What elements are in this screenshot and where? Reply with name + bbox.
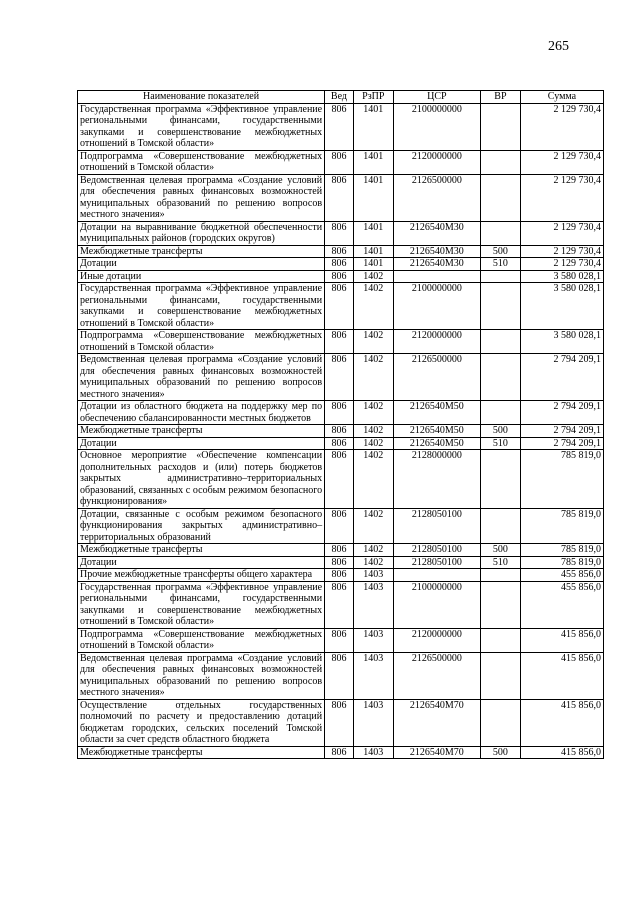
cell-sum: 2 129 730,4 xyxy=(520,150,603,174)
cell-csr: 2100000000 xyxy=(393,283,480,330)
cell-csr: 2126540М70 xyxy=(393,699,480,746)
column-header-vr: ВР xyxy=(480,91,520,104)
cell-name: Дотации, связанные с особым режимом безопасного функционирования закрытых административно–территориальных образований xyxy=(78,508,325,544)
cell-ved: 806 xyxy=(325,581,354,628)
cell-vr: 510 xyxy=(480,437,520,450)
cell-name: Осуществление отдельных государственных полномочий по расчету и предоставлению дотаций бюджетам городских, сельских поселений Томской области за счет средств областного бюджета xyxy=(78,699,325,746)
table-row xyxy=(78,581,604,628)
cell-rzpr: 1402 xyxy=(353,283,393,330)
cell-rzpr: 1401 xyxy=(353,150,393,174)
cell-name: Межбюджетные трансферты xyxy=(78,425,325,438)
cell-rzpr: 1402 xyxy=(353,437,393,450)
cell-rzpr: 1402 xyxy=(353,330,393,354)
cell-vr xyxy=(480,221,520,245)
cell-rzpr: 1402 xyxy=(353,270,393,283)
column-header-sum: Сумма xyxy=(520,91,603,104)
cell-rzpr: 1401 xyxy=(353,174,393,221)
cell-csr: 2126540М50 xyxy=(393,425,480,438)
table-row xyxy=(78,556,604,569)
cell-ved: 806 xyxy=(325,401,354,425)
cell-csr xyxy=(393,270,480,283)
cell-rzpr: 1401 xyxy=(353,245,393,258)
table-header-row xyxy=(78,91,604,104)
table-row xyxy=(78,628,604,652)
cell-ved: 806 xyxy=(325,508,354,544)
cell-sum: 2 129 730,4 xyxy=(520,258,603,271)
cell-sum: 415 856,0 xyxy=(520,628,603,652)
table-row xyxy=(78,401,604,425)
cell-vr xyxy=(480,628,520,652)
table-row xyxy=(78,354,604,401)
cell-vr: 500 xyxy=(480,245,520,258)
table-row xyxy=(78,221,604,245)
cell-sum: 3 580 028,1 xyxy=(520,270,603,283)
page-number: 265 xyxy=(548,39,569,54)
cell-vr xyxy=(480,174,520,221)
cell-ved: 806 xyxy=(325,330,354,354)
cell-name: Основное мероприятие «Обеспечение компенсации дополнительных расходов и (или) потерь бюджетов закрытых административно–территориальных образований, связанных с особым режимом безопасного функционирования» xyxy=(78,450,325,509)
cell-csr: 2128050100 xyxy=(393,508,480,544)
cell-ved: 806 xyxy=(325,258,354,271)
column-header-ved: Вед xyxy=(325,91,354,104)
cell-ved: 806 xyxy=(325,270,354,283)
cell-ved: 806 xyxy=(325,174,354,221)
cell-csr: 2126500000 xyxy=(393,652,480,699)
cell-name: Государственная программа «Эффективное управление региональными финансами, государственными закупками и совершенствование межбюджетных отношений в Томской области» xyxy=(78,581,325,628)
cell-ved: 806 xyxy=(325,569,354,582)
cell-ved: 806 xyxy=(325,283,354,330)
cell-csr: 2126500000 xyxy=(393,174,480,221)
cell-vr xyxy=(480,150,520,174)
cell-ved: 806 xyxy=(325,354,354,401)
table-row xyxy=(78,330,604,354)
cell-name: Ведомственная целевая программа «Создание условий для обеспечения равных финансовых возможностей муниципальных образований по решению вопросов местного значения» xyxy=(78,354,325,401)
cell-sum: 2 129 730,4 xyxy=(520,103,603,150)
cell-rzpr: 1402 xyxy=(353,401,393,425)
cell-vr xyxy=(480,103,520,150)
cell-sum: 2 794 209,1 xyxy=(520,425,603,438)
cell-csr xyxy=(393,569,480,582)
cell-name: Дотации xyxy=(78,437,325,450)
table-row xyxy=(78,544,604,557)
cell-name: Межбюджетные трансферты xyxy=(78,746,325,759)
cell-sum: 2 129 730,4 xyxy=(520,245,603,258)
cell-rzpr: 1402 xyxy=(353,450,393,509)
cell-ved: 806 xyxy=(325,150,354,174)
cell-sum: 2 129 730,4 xyxy=(520,221,603,245)
cell-name: Подпрограмма «Совершенствование межбюджетных отношений в Томской области» xyxy=(78,330,325,354)
cell-ved: 806 xyxy=(325,437,354,450)
cell-vr xyxy=(480,450,520,509)
column-header-name: Наименование показателей xyxy=(78,91,325,104)
cell-csr: 2126540М30 xyxy=(393,245,480,258)
cell-rzpr: 1401 xyxy=(353,221,393,245)
cell-sum: 2 129 730,4 xyxy=(520,174,603,221)
table-row xyxy=(78,450,604,509)
cell-rzpr: 1403 xyxy=(353,746,393,759)
cell-csr: 2126540М50 xyxy=(393,437,480,450)
cell-sum: 415 856,0 xyxy=(520,746,603,759)
cell-ved: 806 xyxy=(325,450,354,509)
cell-csr: 2126540М30 xyxy=(393,221,480,245)
cell-vr xyxy=(480,652,520,699)
cell-vr xyxy=(480,283,520,330)
cell-vr xyxy=(480,330,520,354)
cell-ved: 806 xyxy=(325,628,354,652)
table-row xyxy=(78,652,604,699)
cell-name: Ведомственная целевая программа «Создание условий для обеспечения равных финансовых возможностей муниципальных образований по решению вопросов местного значения» xyxy=(78,652,325,699)
cell-sum: 785 819,0 xyxy=(520,544,603,557)
cell-sum: 3 580 028,1 xyxy=(520,283,603,330)
cell-csr: 2128050100 xyxy=(393,544,480,557)
cell-name: Дотации xyxy=(78,258,325,271)
cell-rzpr: 1402 xyxy=(353,508,393,544)
cell-sum: 785 819,0 xyxy=(520,556,603,569)
cell-sum: 785 819,0 xyxy=(520,450,603,509)
cell-name: Прочие межбюджетные трансферты общего характера xyxy=(78,569,325,582)
cell-csr: 2126540М70 xyxy=(393,746,480,759)
cell-csr: 2128050100 xyxy=(393,556,480,569)
cell-sum: 2 794 209,1 xyxy=(520,437,603,450)
cell-csr: 2100000000 xyxy=(393,103,480,150)
cell-name: Межбюджетные трансферты xyxy=(78,544,325,557)
cell-name: Ведомственная целевая программа «Создание условий для обеспечения равных финансовых возможностей муниципальных образований по решению вопросов местного значения» xyxy=(78,174,325,221)
column-header-rzpr: РзПР xyxy=(353,91,393,104)
cell-vr: 510 xyxy=(480,556,520,569)
cell-vr xyxy=(480,569,520,582)
cell-ved: 806 xyxy=(325,103,354,150)
table-row xyxy=(78,283,604,330)
table-row xyxy=(78,425,604,438)
table-row xyxy=(78,258,604,271)
cell-sum: 3 580 028,1 xyxy=(520,330,603,354)
cell-name: Подпрограмма «Совершенствование межбюджетных отношений в Томской области» xyxy=(78,150,325,174)
cell-rzpr: 1401 xyxy=(353,103,393,150)
cell-name: Межбюджетные трансферты xyxy=(78,245,325,258)
cell-rzpr: 1402 xyxy=(353,425,393,438)
cell-rzpr: 1401 xyxy=(353,258,393,271)
table-row xyxy=(78,508,604,544)
cell-sum: 415 856,0 xyxy=(520,699,603,746)
table-row xyxy=(78,270,604,283)
table-body xyxy=(78,103,604,759)
table-row xyxy=(78,437,604,450)
table-row xyxy=(78,150,604,174)
cell-sum: 415 856,0 xyxy=(520,652,603,699)
cell-csr: 2120000000 xyxy=(393,628,480,652)
cell-ved: 806 xyxy=(325,652,354,699)
cell-sum: 785 819,0 xyxy=(520,508,603,544)
cell-name: Дотации xyxy=(78,556,325,569)
cell-name: Подпрограмма «Совершенствование межбюджетных отношений в Томской области» xyxy=(78,628,325,652)
cell-csr: 2120000000 xyxy=(393,330,480,354)
table-row xyxy=(78,245,604,258)
cell-csr: 2126540М30 xyxy=(393,258,480,271)
cell-sum: 455 856,0 xyxy=(520,569,603,582)
cell-sum: 2 794 209,1 xyxy=(520,401,603,425)
cell-csr: 2128000000 xyxy=(393,450,480,509)
cell-csr: 2120000000 xyxy=(393,150,480,174)
table-row xyxy=(78,174,604,221)
cell-ved: 806 xyxy=(325,746,354,759)
cell-name: Дотации на выравнивание бюджетной обеспеченности муниципальных районов (городских округов) xyxy=(78,221,325,245)
cell-vr: 500 xyxy=(480,746,520,759)
cell-rzpr: 1402 xyxy=(353,354,393,401)
cell-vr xyxy=(480,270,520,283)
table-row xyxy=(78,569,604,582)
cell-csr: 2126540М50 xyxy=(393,401,480,425)
cell-sum: 455 856,0 xyxy=(520,581,603,628)
cell-vr xyxy=(480,699,520,746)
cell-csr: 2126500000 xyxy=(393,354,480,401)
cell-name: Иные дотации xyxy=(78,270,325,283)
cell-name: Государственная программа «Эффективное управление региональными финансами, государственными закупками и совершенствование межбюджетных отношений в Томской области» xyxy=(78,103,325,150)
column-header-csr: ЦСР xyxy=(393,91,480,104)
cell-ved: 806 xyxy=(325,221,354,245)
cell-vr: 510 xyxy=(480,258,520,271)
cell-rzpr: 1403 xyxy=(353,699,393,746)
cell-ved: 806 xyxy=(325,556,354,569)
cell-rzpr: 1403 xyxy=(353,652,393,699)
cell-csr: 2100000000 xyxy=(393,581,480,628)
cell-vr xyxy=(480,401,520,425)
cell-name: Дотации из областного бюджета на поддержку мер по обеспечению сбалансированности местных бюджетов xyxy=(78,401,325,425)
cell-vr: 500 xyxy=(480,425,520,438)
cell-rzpr: 1402 xyxy=(353,556,393,569)
budget-table xyxy=(77,90,604,759)
cell-vr xyxy=(480,581,520,628)
cell-ved: 806 xyxy=(325,245,354,258)
cell-rzpr: 1403 xyxy=(353,569,393,582)
cell-vr xyxy=(480,508,520,544)
cell-sum: 2 794 209,1 xyxy=(520,354,603,401)
cell-rzpr: 1402 xyxy=(353,544,393,557)
cell-ved: 806 xyxy=(325,699,354,746)
cell-ved: 806 xyxy=(325,425,354,438)
cell-name: Государственная программа «Эффективное управление региональными финансами, государственными закупками и совершенствование межбюджетных отношений в Томской области» xyxy=(78,283,325,330)
cell-vr: 500 xyxy=(480,544,520,557)
table-row xyxy=(78,699,604,746)
cell-rzpr: 1403 xyxy=(353,628,393,652)
cell-ved: 806 xyxy=(325,544,354,557)
cell-rzpr: 1403 xyxy=(353,581,393,628)
table-row xyxy=(78,746,604,759)
table-row xyxy=(78,103,604,150)
cell-vr xyxy=(480,354,520,401)
